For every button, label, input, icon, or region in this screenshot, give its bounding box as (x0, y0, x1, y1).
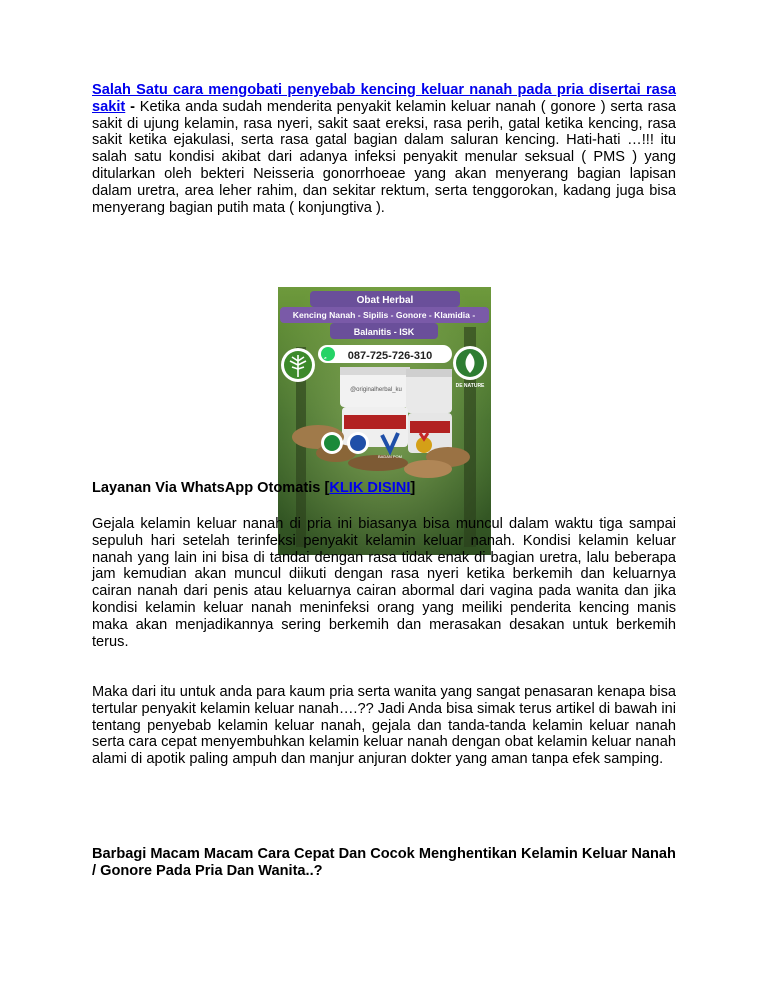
whatsapp-line (92, 480, 676, 497)
intro-dash: - (125, 98, 140, 115)
phone-number: 087-725-726-310 (347, 350, 433, 362)
section-heading: Barbagi Macam Macam Cara Cepat Dan Cocok Menghentikan Kelamin Keluar Nanah / Gonore Pada Pria Dan Wanita..? (92, 846, 676, 879)
banner-line3: Balanitis - ISK (353, 327, 415, 337)
product-image (278, 287, 491, 555)
whatsapp-link[interactable]: KLIK DISINI (329, 480, 411, 496)
brand-right-label: DE NATURE (455, 383, 485, 389)
banner-line1: Obat Herbal (356, 295, 414, 306)
banner-line2: Kencing Nanah - Sipilis - Gonore - Klamidia - (292, 310, 476, 320)
phone-banner (318, 345, 452, 363)
leaf-logo-icon (281, 348, 315, 382)
whatsapp-suffix: ] (410, 480, 416, 496)
whatsapp-prefix: Layanan Via WhatsApp Otomatis [ (92, 480, 330, 496)
bpom-label: BADAN POM (377, 454, 403, 459)
symptoms-paragraph: Gejala kelamin keluar nanah di pria ini biasanya bisa muncul dalam waktu tiga sampai sepuluh hari setelah terinfeksi penyakit kelamin keluar nanah. Kondisi kelamin keluar nanah yang lain ini bisa di tandai dengan rasa tidak enak di bagian uretra, lalu beberapa jam kemudian akan muncul diikuti dengan rasa nyeri ketika berkemih dan keluarnya cairan nanah dari penis atau keluarnya cairan abormal dari vagina pada wanita dan jika kondisi kelamin keluar nanah meninfeksi orang yang meiliki penderita kencing manis maka akan menjadikannya sering berkemih dan merasakan desakan untuk berkemih terus. (92, 516, 676, 650)
intro-body: Ketika anda sudah menderita penyakit kelamin keluar nanah ( gonore ) serta rasa sakit di ujung kelamin, rasa nyeri, sakit saat ereksi, rasa perih, gatal ketika kencing, rasa sakit ketika ejakulasi, serta rasa gatal bagian dalam saluran kencing. Hati-hati …!!! itu salah satu kondisi akibat dari adanya infeksi penyakit menular seksual ( PMS ) yang ditularkan oleh bekteri Neisseria gonorrhoeae yang akan menyerang bagian lapisan dalam uretra, area leher rahim, dan sekitar rektum, serta tenggorokan, kadang juga bisa menyerang bagian putih mata ( konjungtiva ). (92, 98, 676, 216)
intro-paragraph (92, 82, 676, 216)
intro-title-link[interactable]: Salah Satu cara mengobati penyebab kencing keluar nanah pada pria disertai rasa sakit (92, 82, 676, 115)
whatsapp-icon (321, 347, 335, 361)
brand-logo-icon (453, 346, 487, 389)
watermark-text: @originalherbal_ku (350, 387, 402, 393)
article-intro-paragraph: Maka dari itu untuk anda para kaum pria serta wanita yang sangat penasaran kenapa bisa tertular penyakit kelamin keluar nanah….?? Jadi Anda bisa simak terus artikel di bawah ini tentang penyebab kelamin keluar nanah, gejala dan tanda-tanda kelamin keluar nanah serta cara cepat menyembuhkan kelamin keluar nanah dengan obat kelamin keluar nanah alami di apotik paling ampuh dan manjur anjuran dokter yang aman tanpa efek samping. (92, 684, 676, 768)
